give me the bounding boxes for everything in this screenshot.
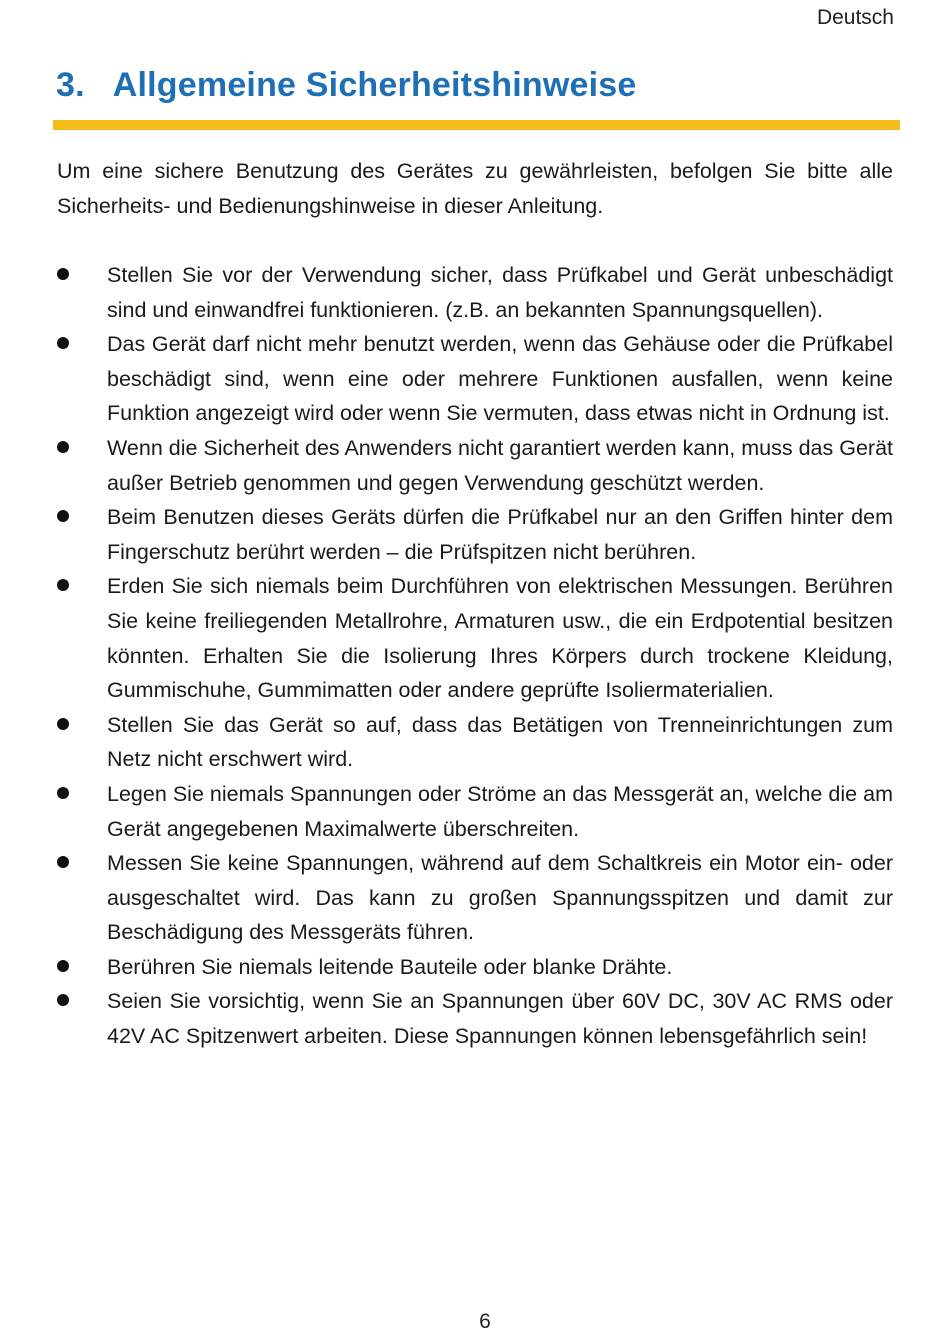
- bullet-icon: [57, 337, 69, 349]
- language-label: Deutsch: [816, 6, 894, 29]
- safety-instruction-text: Legen Sie niemals Spannungen oder Ströme an das Messgerät an, welche die am Gerät angegebenen Maximalwerte überschreiten.: [107, 781, 893, 841]
- safety-instructions-list: [57, 258, 893, 1054]
- safety-instruction-item: [57, 327, 893, 431]
- bullet-icon: [57, 268, 69, 280]
- safety-instruction-text: Das Gerät darf nicht mehr benutzt werden, wenn das Gehäuse oder die Prüfkabel beschädigt sind, wenn eine oder mehrere Funktionen ausfallen, wenn keine Funktion angezeigt wird oder wenn Sie vermuten, dass etwas nicht in Ordnung ist.: [107, 332, 893, 426]
- safety-instruction-text: Stellen Sie das Gerät so auf, dass das Betätigen von Trenneinrichtungen zum Netz nicht erschwert wird.: [107, 712, 893, 772]
- safety-instruction-item: [57, 984, 893, 1053]
- bullet-icon: [57, 441, 69, 453]
- safety-instruction-text: Beim Benutzen dieses Geräts dürfen die Prüfkabel nur an den Griffen hinter dem Fingerschutz berührt werden – die Prüfspitzen nicht berühren.: [107, 505, 893, 564]
- safety-instruction-item: [57, 500, 893, 569]
- safety-instruction-text: Messen Sie keine Spannungen, während auf dem Schaltkreis ein Motor ein- oder ausgeschaltet wird. Das kann zu großen Spannungsspitzen und damit zur Beschädigung des Messgeräts führen.: [107, 851, 893, 945]
- bullet-icon: [57, 856, 69, 868]
- safety-instruction-item: [57, 777, 893, 846]
- bullet-icon: [57, 718, 69, 730]
- safety-instruction-item: [57, 846, 893, 950]
- bullet-icon: [57, 787, 69, 799]
- safety-instruction-text: Wenn die Sicherheit des Anwenders nicht garantiert werden kann, muss das Gerät außer Betrieb genommen und gegen Verwendung geschützt werden.: [107, 435, 893, 495]
- bullet-icon: [57, 579, 69, 591]
- intro-paragraph: Um eine sichere Benutzung des Gerätes zu gewährleisten, befolgen Sie bitte alle Sicherheits- und Bedienungshinweise in dieser Anleitung.: [57, 159, 893, 218]
- safety-instruction-item: [57, 258, 893, 327]
- safety-instruction-text: Berühren Sie niemals leitende Bauteile oder blanke Drähte.: [107, 954, 673, 979]
- safety-instruction-item: [57, 708, 893, 777]
- safety-instruction-text: Seien Sie vorsichtig, wenn Sie an Spannungen über 60V DC, 30V AC RMS oder 42V AC Spitzenwert arbeiten. Diese Spannungen können lebensgefährlich sein!: [107, 989, 893, 1049]
- section-number: 3.: [56, 66, 85, 104]
- bullet-icon: [57, 994, 69, 1006]
- safety-instruction-text: Erden Sie sich niemals beim Durchführen von elektrischen Messungen. Berühren Sie keine freiliegenden Metallrohre, Armaturen usw., die ein Erdpotential besitzen könnten. Erhalten Sie die Isolierung Ihres Körpers durch trockene Kleidung, Gummischuhe, Gummimatten oder andere geprüfte Isoliermaterialien.: [107, 574, 893, 703]
- bullet-icon: [57, 960, 69, 972]
- section-heading: [56, 66, 637, 105]
- safety-instruction-item: [57, 569, 893, 707]
- page-number: 6: [479, 1310, 491, 1333]
- bullet-icon: [57, 510, 69, 522]
- safety-instruction-item: [57, 950, 893, 985]
- heading-underline-rule: [53, 120, 900, 130]
- safety-instruction-item: [57, 431, 893, 500]
- section-title: Allgemeine Sicherheitshinweise: [112, 66, 637, 104]
- safety-instruction-text: Stellen Sie vor der Verwendung sicher, dass Prüfkabel und Gerät unbeschädigt sind und einwandfrei funktionieren. (z.B. an bekannten Spannungsquellen).: [107, 263, 893, 322]
